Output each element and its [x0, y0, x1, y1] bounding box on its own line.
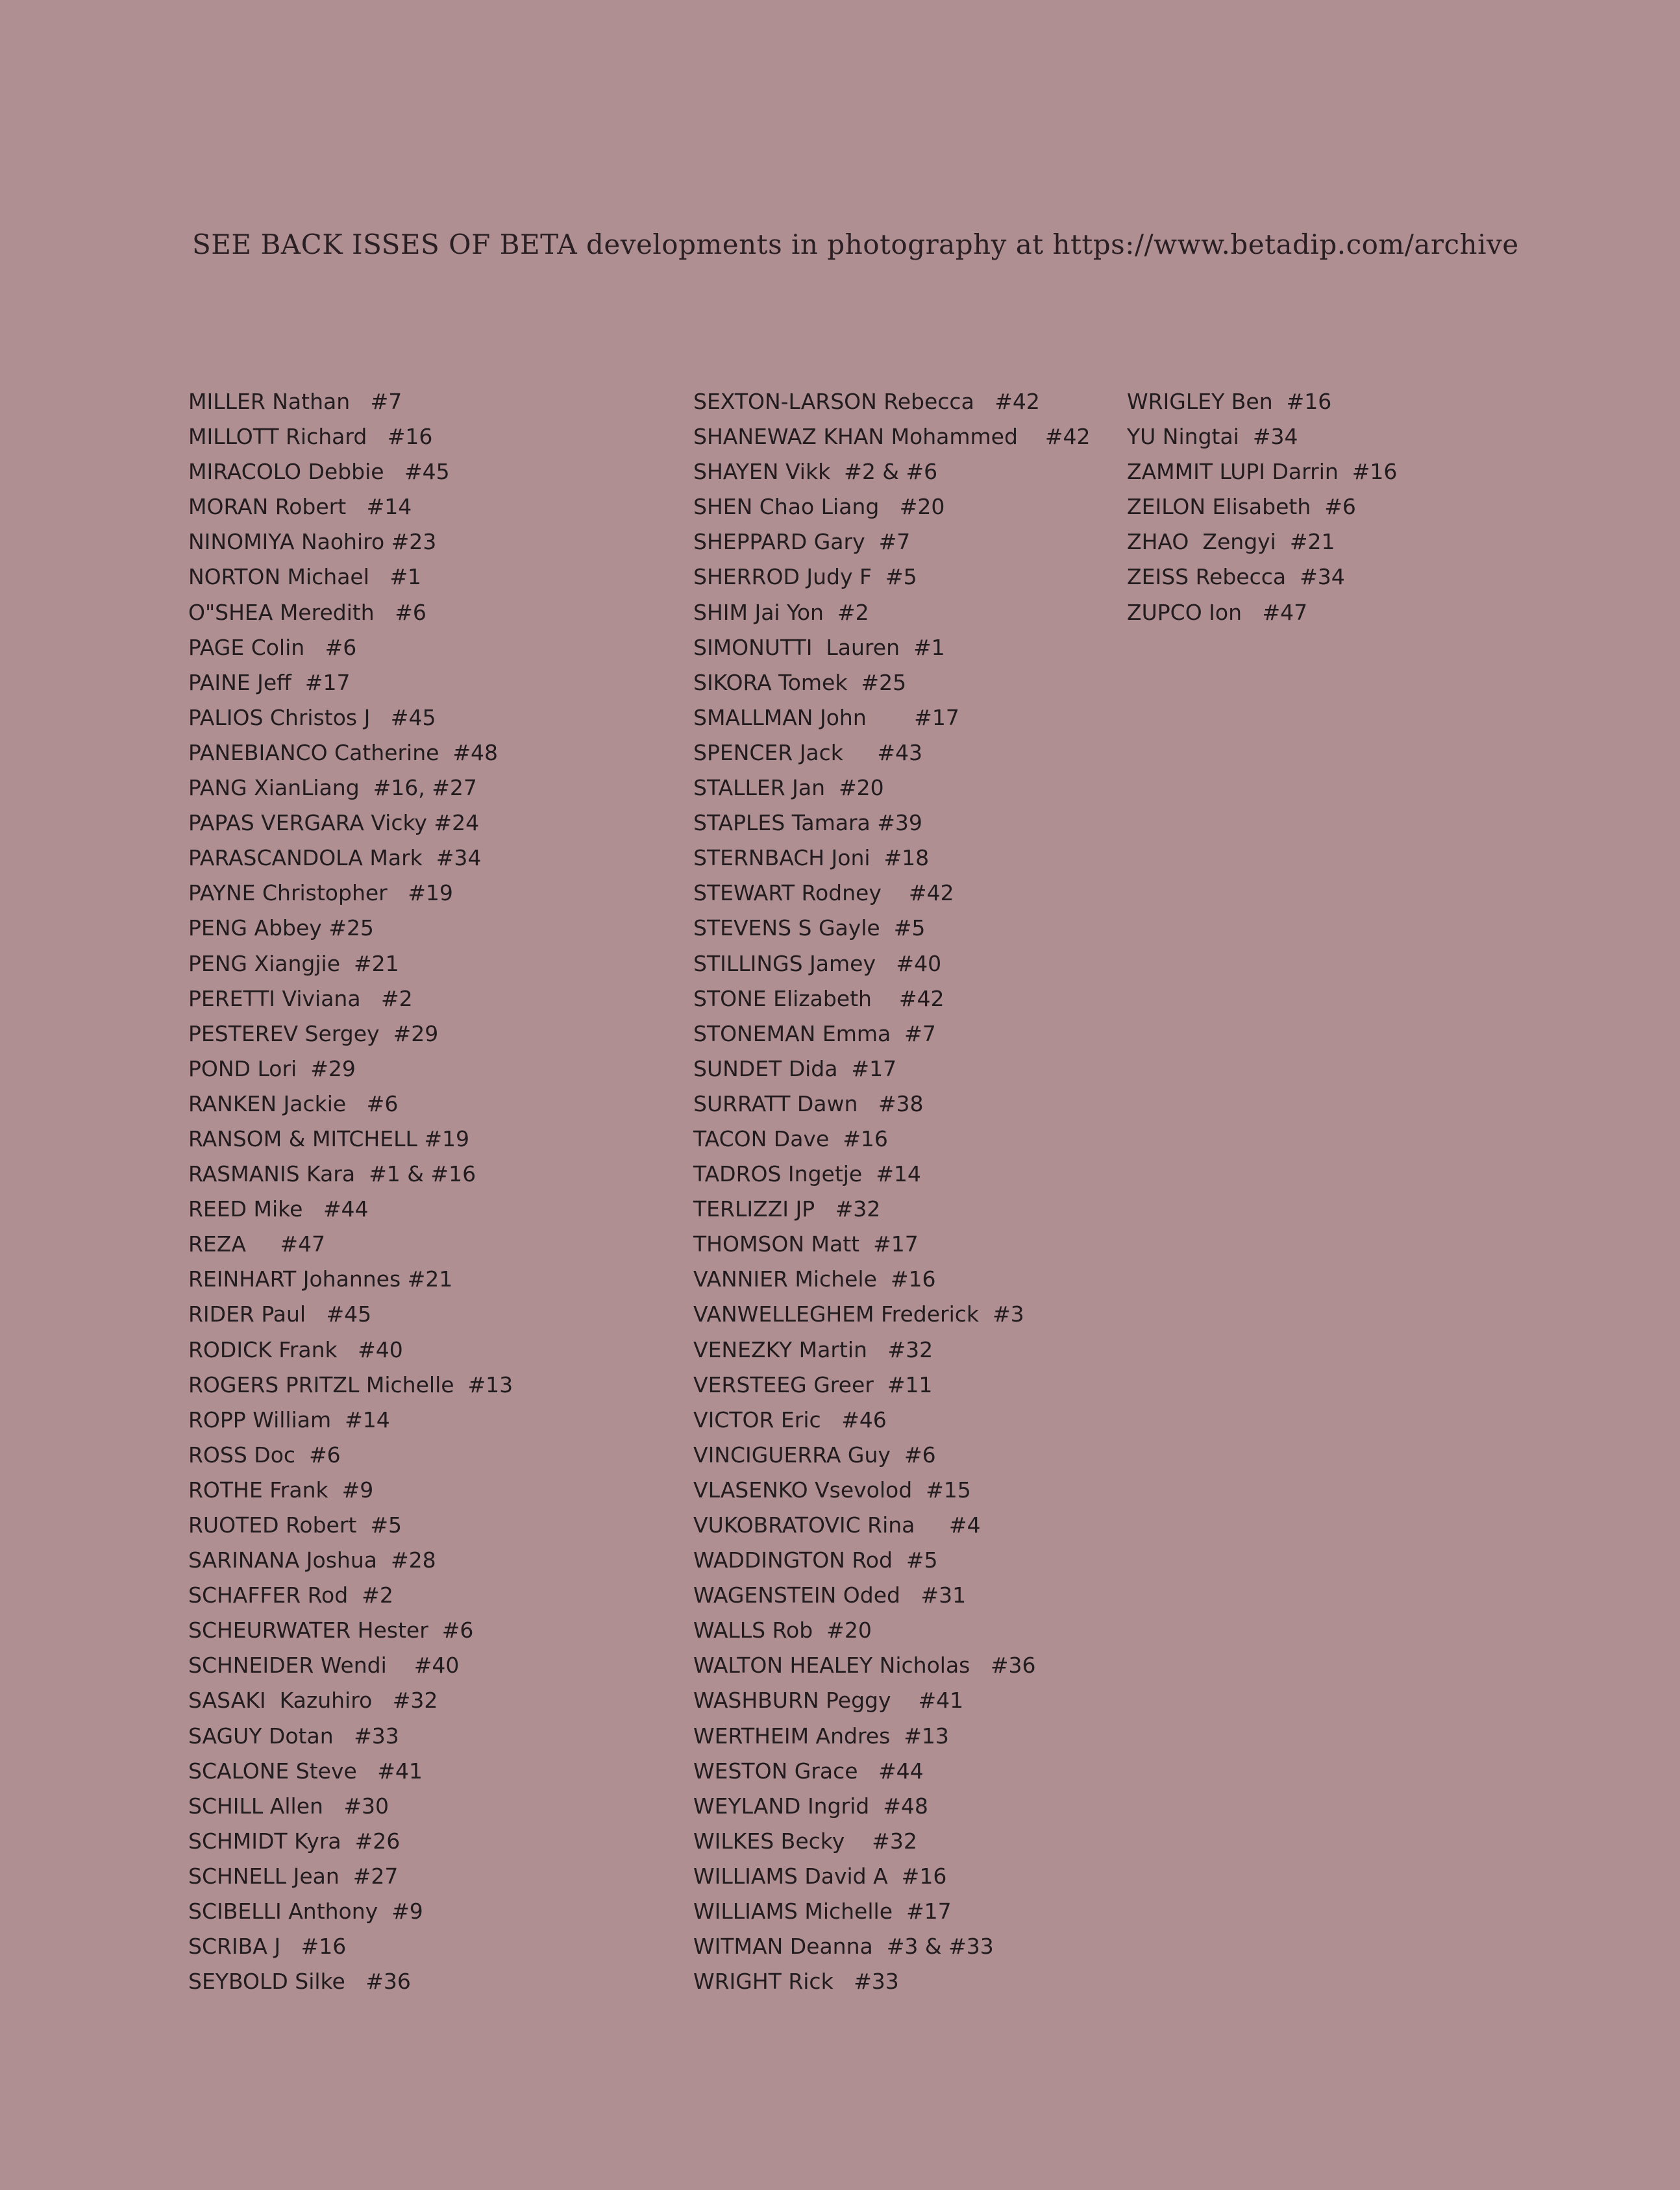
name-entry: THOMSON Matt #17: [693, 1231, 919, 1257]
name-entry: NORTON Michael #1: [188, 564, 422, 590]
name-entry: REZA #47: [188, 1231, 326, 1257]
name-entry: MILLER Nathan #7: [188, 389, 402, 414]
name-entry: REINHART Johannes #21: [188, 1266, 453, 1292]
name-entry: POND Lori #29: [188, 1055, 356, 1081]
name-entry: SCHNEIDER Wendi #40: [188, 1653, 460, 1679]
name-entry: SARINANA Joshua #28: [188, 1547, 436, 1573]
name-entry: STONE Elizabeth #42: [693, 985, 945, 1011]
name-entry: SCIBELLI Anthony #9: [188, 1899, 423, 1925]
name-entry: SUNDET Dida #17: [693, 1055, 897, 1081]
name-entry: TACON Dave #16: [693, 1126, 888, 1151]
name-entry: ROGERS PRITZL Michelle #13: [188, 1372, 513, 1397]
name-entry: YU Ningtai #34: [1127, 424, 1298, 450]
name-entry: STEWART Rodney #42: [693, 880, 954, 906]
name-entry: VANNIER Michele #16: [693, 1266, 936, 1292]
name-entry: RANSOM & MITCHELL #19: [188, 1126, 469, 1151]
name-entry: STERNBACH Joni #18: [693, 845, 930, 871]
name-entry: SHIM Jai Yon #2: [693, 599, 869, 625]
name-entry: RODICK Frank #40: [188, 1336, 403, 1362]
name-entry: WALTON HEALEY Nicholas #36: [693, 1653, 1036, 1679]
name-entry: ZEILON Elisabeth #6: [1127, 494, 1356, 520]
name-entry: SCHAFFER Rod #2: [188, 1582, 393, 1608]
name-entry: SAGUY Dotan #33: [188, 1723, 399, 1749]
name-entry: PESTEREV Sergey #29: [188, 1020, 439, 1046]
name-entry: TADROS Ingetje #14: [693, 1161, 921, 1187]
name-entry: TERLIZZI JP #32: [693, 1196, 881, 1222]
name-entry: PANEBIANCO Catherine #48: [188, 739, 499, 765]
name-entry: WAGENSTEIN Oded #31: [693, 1582, 967, 1608]
name-entry: RUOTED Robert #5: [188, 1512, 402, 1538]
name-entry: SCHMIDT Kyra #26: [188, 1828, 401, 1854]
name-entry: WALLS Rob #20: [693, 1618, 872, 1643]
name-entry: VICTOR Eric #46: [693, 1407, 887, 1433]
name-entry: STAPLES Tamara #39: [693, 810, 922, 836]
name-entry: MILLOTT Richard #16: [188, 424, 433, 450]
name-entry: WILLIAMS Michelle #17: [693, 1899, 952, 1925]
name-entry: PENG Abbey #25: [188, 915, 374, 941]
name-entry: NINOMIYA Naohiro #23: [188, 529, 437, 555]
name-entry: PAYNE Christopher #19: [188, 880, 453, 906]
name-entry: SHEPPARD Gary #7: [693, 529, 911, 555]
name-entry: ROSS Doc #6: [188, 1442, 341, 1468]
name-column-1: [188, 384, 513, 1999]
name-entry: ROPP William #14: [188, 1407, 390, 1433]
name-entry: RANKEN Jackie #6: [188, 1090, 399, 1116]
name-entry: WRIGLEY Ben #16: [1127, 389, 1332, 414]
name-entry: WITMAN Deanna #3 & #33: [693, 1934, 994, 1960]
name-entry: PENG Xiangjie #21: [188, 950, 399, 976]
name-entry: RIDER Paul #45: [188, 1301, 372, 1327]
name-entry: SEYBOLD Silke #36: [188, 1969, 411, 1995]
name-entry: REED Mike #44: [188, 1196, 369, 1222]
name-entry: WRIGHT Rick #33: [693, 1969, 899, 1995]
name-entry: MORAN Robert #14: [188, 494, 412, 520]
name-entry: SURRATT Dawn #38: [693, 1090, 924, 1116]
name-entry: ZAMMIT LUPI Darrin #16: [1127, 459, 1398, 485]
name-entry: RASMANIS Kara #1 & #16: [188, 1161, 476, 1187]
name-entry: PAINE Jeff #17: [188, 669, 351, 695]
name-entry: STILLINGS Jamey #40: [693, 950, 942, 976]
name-entry: PALIOS Christos J #45: [188, 704, 436, 730]
name-entry: WILKES Becky #32: [693, 1828, 917, 1854]
name-entry: WESTON Grace #44: [693, 1758, 924, 1784]
name-entry: O"SHEA Meredith #6: [188, 599, 426, 625]
name-entry: SHAYEN Vikk #2 & #6: [693, 459, 938, 485]
name-entry: WASHBURN Peggy #41: [693, 1688, 964, 1714]
name-entry: VINCIGUERRA Guy #6: [693, 1442, 936, 1468]
name-entry: STEVENS S Gayle #5: [693, 915, 926, 941]
name-entry: ZEISS Rebecca #34: [1127, 564, 1345, 590]
name-entry: VANWELLEGHEM Frederick #3: [693, 1301, 1024, 1327]
name-entry: SCALONE Steve #41: [188, 1758, 423, 1784]
name-entry: WEYLAND Ingrid #48: [693, 1793, 928, 1819]
name-entry: MIRACOLO Debbie #45: [188, 459, 450, 485]
name-entry: PERETTI Viviana #2: [188, 985, 413, 1011]
name-column-3: [1127, 384, 1397, 630]
name-entry: SIMONUTTI Lauren #1: [693, 634, 945, 660]
name-entry: SASAKI Kazuhiro #32: [188, 1688, 438, 1714]
name-entry: WERTHEIM Andres #13: [693, 1723, 949, 1749]
name-entry: SEXTON-LARSON Rebecca #42: [693, 389, 1040, 414]
name-entry: ZUPCO Ion #47: [1127, 599, 1308, 625]
name-entry: STONEMAN Emma #7: [693, 1020, 936, 1046]
name-entry: SPENCER Jack #43: [693, 739, 922, 765]
name-entry: PARASCANDOLA Mark #34: [188, 845, 482, 871]
name-entry: WILLIAMS David A #16: [693, 1863, 947, 1889]
name-entry: PANG XianLiang #16, #27: [188, 775, 477, 801]
name-entry: VERSTEEG Greer #11: [693, 1372, 933, 1397]
name-entry: PAPAS VERGARA Vicky #24: [188, 810, 480, 836]
name-entry: PAGE Colin #6: [188, 634, 357, 660]
name-entry: SCHEURWATER Hester #6: [188, 1618, 474, 1643]
name-entry: STALLER Jan #20: [693, 775, 884, 801]
name-entry: SHEN Chao Liang #20: [693, 494, 945, 520]
name-column-2: [693, 384, 1091, 1999]
name-entry: ZHAO Zengyi #21: [1127, 529, 1335, 555]
name-entry: SMALLMAN John #17: [693, 704, 959, 730]
name-entry: SCRIBA J #16: [188, 1934, 347, 1960]
name-entry: SHANEWAZ KHAN Mohammed #42: [693, 424, 1091, 450]
name-entry: SIKORA Tomek #25: [693, 669, 907, 695]
page-heading: SEE BACK ISSES OF BETA developments in photography at https://www.betadip.com/archive: [192, 228, 1519, 260]
name-entry: ROTHE Frank #9: [188, 1477, 374, 1503]
name-entry: SHERROD Judy F #5: [693, 564, 917, 590]
name-entry: VLASENKO Vsevolod #15: [693, 1477, 971, 1503]
name-entry: VENEZKY Martin #32: [693, 1336, 933, 1362]
name-entry: WADDINGTON Rod #5: [693, 1547, 938, 1573]
name-entry: VUKOBRATOVIC Rina #4: [693, 1512, 981, 1538]
name-entry: SCHNELL Jean #27: [188, 1863, 399, 1889]
name-entry: SCHILL Allen #30: [188, 1793, 389, 1819]
